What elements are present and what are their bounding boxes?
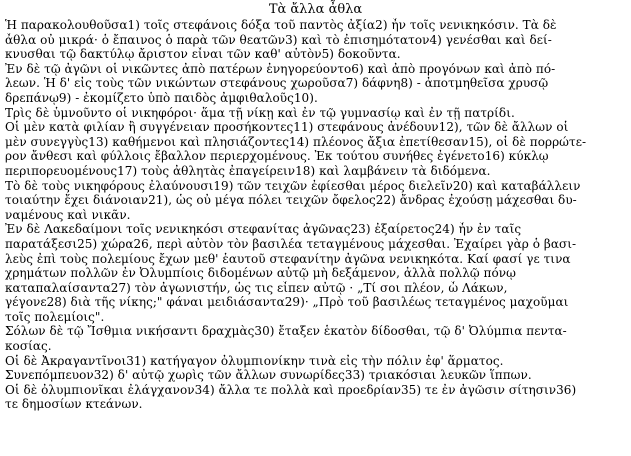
text-line: γέγονε28) διὰ τῆς νίκης;" φάναι μειδιάσαντα29)· „Πρὸ τοῦ βασιλέως τεταγμένος μαχοῦμαι bbox=[5, 295, 569, 310]
document-title: Τὰ ἄλλα ἆθλα bbox=[268, 2, 363, 17]
text-line: ἆθλα οὐ μικρά· ὁ ἔπαινος ὁ παρὰ τῶν θεατῶν3) καὶ τὸ ἐπισημότατον4) γενέσθαι καὶ δεί- bbox=[5, 32, 552, 47]
text-line: Ἡ παρακολουθοῦσα1) τοῖς στεφάνοις δόξα τοῦ παντὸς ἀξία2) ἦν τοῖς νενικηκόσιν. Τὰ δὲ bbox=[5, 18, 557, 32]
text-line: λεων. Ἡ δ' εἰς τοὺς τῶν νικώντων στεφάνους χωροῦσα7) δάφνη8) - ἀποτμηθεῖσα χρυσῷ bbox=[5, 76, 549, 91]
text-line: Οἱ μὲν κατὰ φιλίαν ἢ συγγένειαν προσήκοντες11) στεφάνους ἀνέδουν12), τῶν δὲ ἄλλων οἱ bbox=[5, 120, 569, 135]
text-line: λεὺς ἐπὶ τοὺς πολεμίους ἔχων μεθ' ἑαυτοῦ στεφανίτην ἀγῶνα νενικηκότα. Καί φασί γε τινα bbox=[5, 251, 571, 266]
text-line: καταπαλαίσαντα27) τὸν ἀγωνιστήν, ὡς τις εἶπεν αὐτῷ · „Τί σοι πλέον, ὦ Λάκων, bbox=[5, 280, 508, 295]
text-line: τοῖς πολεμίοις". bbox=[5, 309, 105, 324]
text-line: Συνεπόμπευον32) δ' αὐτῷ χωρὶς τῶν ἄλλων συνωρίδες33) τριακόσιαι λευκῶν ἵππων. bbox=[5, 368, 532, 383]
text-line: δρεπάνῳ9) - ἐκομίζετο ὑπὸ παιδὸς ἀμφιθαλοῦς10). bbox=[5, 90, 318, 105]
text-line: τοιαύτην ἔχει διάνοιαν21), ὡς οὐ μέγα πόλει τειχῶν ὄφελος22) ἄνδρας ἐχούσῃ μάχεσθαι δυ- bbox=[5, 193, 577, 208]
text-line: Τὸ δὲ τοὺς νικηφόρους ἐλαύνουσι19) τῶν τειχῶν ἐφίεσθαι μέρος διελεῖν20) καὶ καταβάλλειν bbox=[5, 178, 581, 193]
text-line: χρημάτων πολλῶν ἐν Ὀλυμπίοις διδομένων αὐτῷ μὴ δεξάμενον, ἀλλὰ πολλῷ πόνῳ bbox=[5, 266, 516, 281]
text-line: παρατάξεσι25) χώρα26, περὶ αὐτὸν τὸν βασιλέα τεταγμένους μάχεσθαι. Ἐχαίρει γὰρ ὁ βασι- bbox=[5, 236, 577, 251]
text-line: περιπορευομένους17) τοὺς ἀθλητὰς ἐπαγείρειν18) καὶ λαμβάνειν τὰ διδόμενα. bbox=[5, 163, 491, 178]
text-line: κοσίας. bbox=[5, 339, 52, 354]
document-body bbox=[5, 18, 627, 412]
text-line: Σόλων δὲ τῷ Ἴσθμια νικήσαντι δραχμὰς30) ἔταξεν ἑκατὸν δίδοσθαι, τῷ δ' Ὀλύμπια πεντα- bbox=[5, 324, 567, 339]
text-line: Οἱ δὲ Ἀκραγαντῖνοι31) κατήγαγον ὀλυμπιονίκην τινὰ εἰς τὴν πόλιν ἐφ' ἅρματος. bbox=[5, 353, 504, 368]
text-line: Τρὶς δὲ ὑμνοῦντο οἱ νικηφόροι· ἅμα τῇ νίκῃ καὶ ἐν τῷ γυμνασίῳ καὶ ἐν τῇ πατρίδι. bbox=[5, 105, 515, 120]
text-line: τε δημοσίων κτεάνων. bbox=[5, 397, 143, 412]
text-line: Ἐν δὲ τῷ ἀγῶνι οἱ νικῶντες ἀπὸ πατέρων ἐνηγορεύοντο6) καὶ ἀπὸ προγόνων καὶ ἀπὸ πό- bbox=[5, 61, 556, 76]
text-line: μὲν συνεγγὺς13) καθήμενοι καὶ πλησιάζοντες14) πλέονος ἄξια ἐπετίθεσαν15), οἱ δὲ πορρώτε- bbox=[5, 134, 587, 149]
text-line: Ἐν δὲ Λακεδαίμονι τοῖς νενικηκόσι στεφανίτας ἀγῶνας23) ἐξαίρετος24) ἦν ἐν ταῖς bbox=[5, 222, 522, 237]
text-line: κνυσθαι τῷ δακτύλῳ ἄριστον εἶναι τῶν καθ' αὑτὸν5) δοκοῦντα. bbox=[5, 47, 401, 62]
text-line: ρον ἄνθεσι καὶ φύλλοις ἔβαλλον περιερχομένους. Ἐκ τούτου συνήθες ἐγένετο16) κύκλῳ bbox=[5, 149, 549, 164]
text-line: Οἱ δὲ ὀλυμπιονῖκαι ἐλάγχανον34) ἄλλα τε πολλὰ καὶ προεδρίαν35) τε ἐν ἀγῶσιν σίτησιν36) bbox=[5, 382, 577, 397]
text-line: ναμένους καὶ νικᾶν. bbox=[5, 207, 131, 222]
